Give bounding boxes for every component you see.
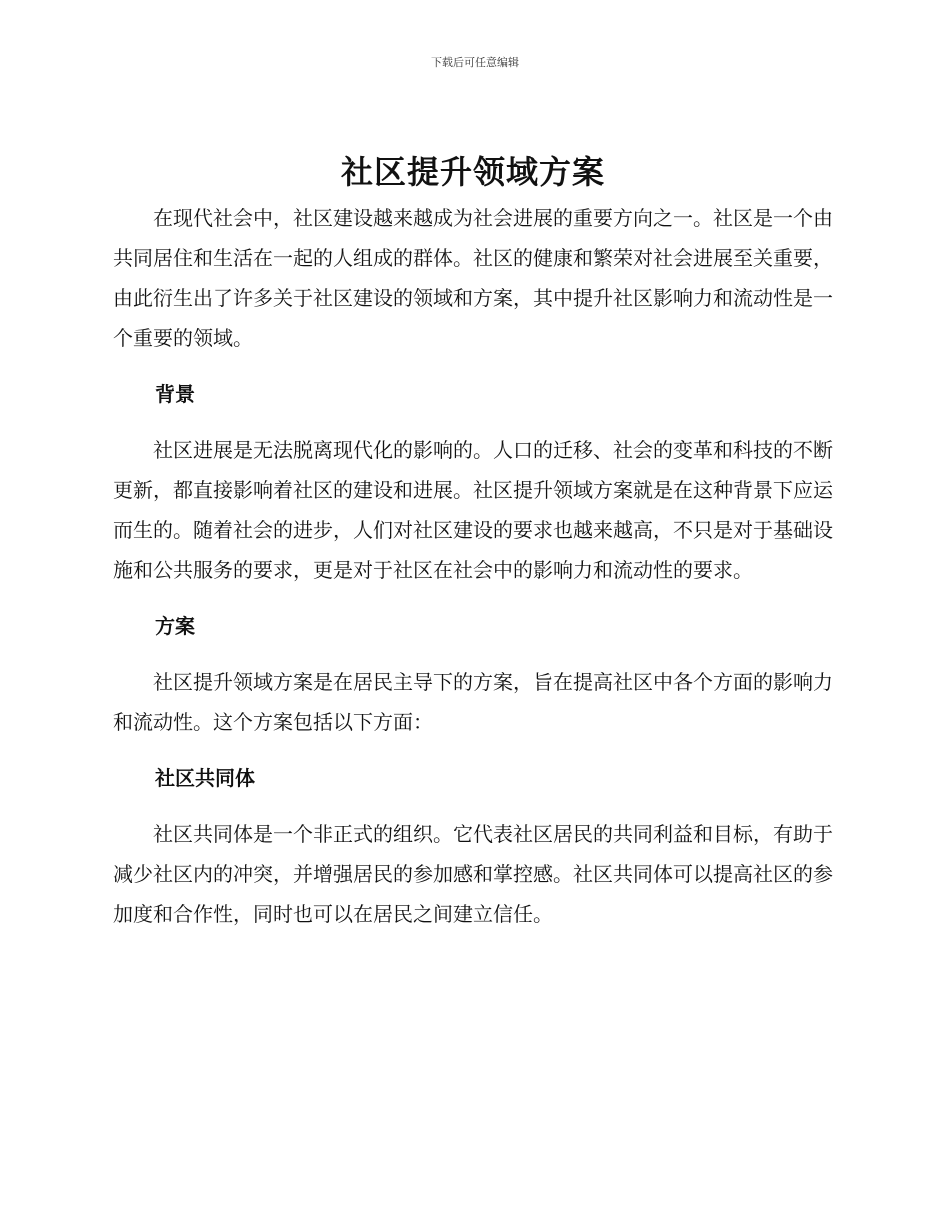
document-title: 社区提升领域方案 [340,153,605,191]
section-body-plan: 社区提升领域方案是在居民主导下的方案，旨在提高社区中各个方面的影响力和流动性。这个方案包括以下方面： [113,670,833,734]
section-heading-plan: 方案 [155,614,195,638]
section-body-community: 社区共同体是一个非正式的组织。它代表社区居民的共同利益和目标，有助于减少社区内的冲突，并增强居民的参加感和掌控感。社区共同体可以提高社区的参加度和合作性，同时也可以在居民之间建立信任。 [113,822,833,926]
document-content [113,150,833,934]
intro-paragraph: 在现代社会中，社区建设越来越成为社会进展的重要方向之一。社区是一个由共同居住和生活在一起的人组成的群体。社区的健康和繁荣对社会进展至关重要，由此衍生出了许多关于社区建设的领域和方案，其中提升社区影响力和流动性是一个重要的领域。 [113,206,833,350]
section-heading-background: 背景 [155,382,195,406]
section-body-background: 社区进展是无法脱离现代化的影响的。人口的迁移、社会的变革和科技的不断更新，都直接影响着社区的建设和进展。社区提升领域方案就是在这种背景下应运而生的。随着社会的进步，人们对社区建设的要求也越来越高，不只是对于基础设施和公共服务的要求，更是对于社区在社会中的影响力和流动性的要求。 [113,438,833,582]
section-heading-community: 社区共同体 [155,766,255,790]
page-header-note: 下载后可任意编辑 [431,56,519,69]
